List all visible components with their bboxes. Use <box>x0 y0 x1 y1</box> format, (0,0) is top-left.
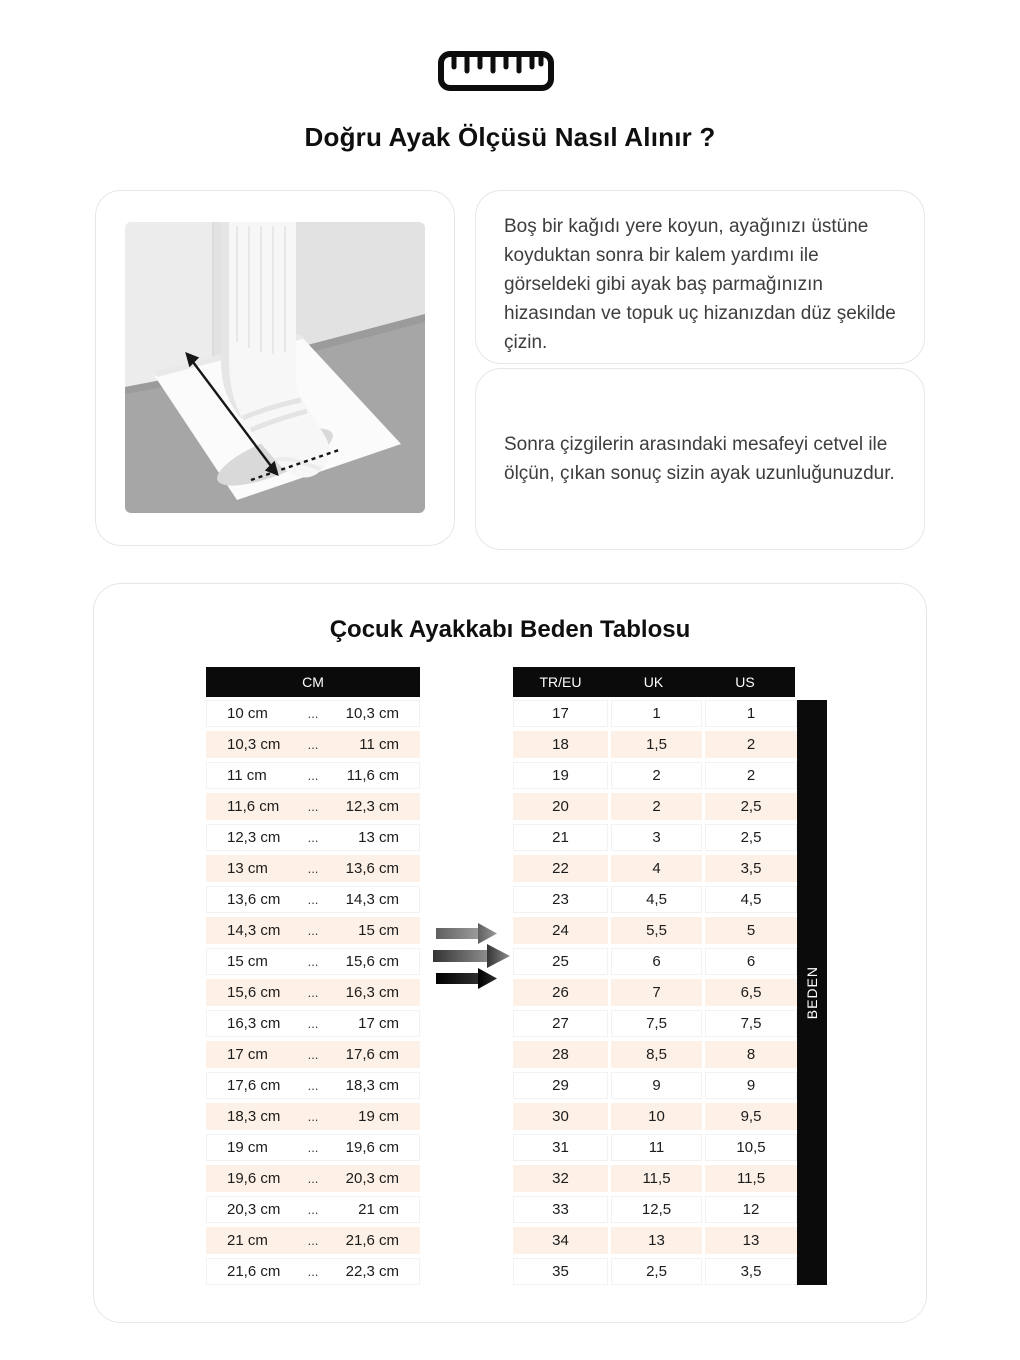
size-cell-tr-eu: 33 <box>513 1196 608 1223</box>
ruler-icon <box>437 50 555 92</box>
size-cell-tr-eu: 19 <box>513 762 608 789</box>
size-cell-tr-eu: 28 <box>513 1041 608 1068</box>
range-dots: ... <box>307 923 319 938</box>
cm-range-from: 15,6 cm <box>227 984 281 1001</box>
size-cell-us: 2,5 <box>705 824 797 851</box>
size-cell-us: 2,5 <box>705 793 797 820</box>
size-cell-uk: 1,5 <box>611 731 702 758</box>
cm-table-row <box>206 1072 420 1099</box>
cm-range-from: 18,3 cm <box>227 1108 281 1125</box>
size-table-body <box>513 700 795 1289</box>
size-cell-tr-eu: 24 <box>513 917 608 944</box>
size-table-row <box>513 1072 795 1099</box>
range-dots: ... <box>307 954 319 969</box>
cm-table-row <box>206 1196 420 1223</box>
instruction-step-1-text: Boş bir kağıdı yere koyun, ayağınızı üstüne koyduktan sonra bir kalem yardımı ile görseldeki gibi ayak baş parmağınızın hizasından ve topuk uç hizanızdan düz şekilde çizin. <box>504 216 896 353</box>
size-cell-tr-eu: 31 <box>513 1134 608 1161</box>
cm-table-header <box>206 667 420 697</box>
size-cell-us: 2 <box>705 762 797 789</box>
page-title: Doğru Ayak Ölçüsü Nasıl Alınır ? <box>304 122 716 152</box>
cm-range-to: 15 cm <box>358 922 399 939</box>
size-cell-uk: 2 <box>611 793 702 820</box>
cm-table-row <box>206 917 420 944</box>
size-table-row <box>513 1227 795 1254</box>
size-table-header <box>513 667 795 697</box>
cm-range-from: 15 cm <box>227 953 268 970</box>
cm-table-row <box>206 1165 420 1192</box>
size-cell-uk: 6 <box>611 948 702 975</box>
cm-header-label: CM <box>302 674 324 690</box>
range-dots: ... <box>307 830 319 845</box>
cm-table-row <box>206 979 420 1006</box>
cm-range-from: 13,6 cm <box>227 891 281 908</box>
size-cell-us: 3,5 <box>705 855 797 882</box>
range-dots: ... <box>307 1047 319 1062</box>
size-table-row <box>513 1041 795 1068</box>
cm-table-row <box>206 1103 420 1130</box>
cm-range-from: 21 cm <box>227 1232 268 1249</box>
size-cell-uk: 9 <box>611 1072 702 1099</box>
cm-range-to: 18,3 cm <box>345 1077 399 1094</box>
size-cell-uk: 13 <box>611 1227 702 1254</box>
cm-range-from: 16,3 cm <box>227 1015 281 1032</box>
cm-range-from: 10,3 cm <box>227 736 281 753</box>
cm-range-to: 21,6 cm <box>345 1232 399 1249</box>
size-cell-tr-eu: 34 <box>513 1227 608 1254</box>
cm-table-row <box>206 886 420 913</box>
size-table-row <box>513 917 795 944</box>
size-cell-tr-eu: 20 <box>513 793 608 820</box>
size-table-row <box>513 762 795 789</box>
cm-table-row <box>206 1258 420 1285</box>
range-dots: ... <box>307 1171 319 1186</box>
size-header-tr-eu: TR/EU <box>539 674 582 690</box>
size-cell-us: 9 <box>705 1072 797 1099</box>
cm-table-row <box>206 731 420 758</box>
cm-range-to: 22,3 cm <box>345 1263 399 1280</box>
size-table-row <box>513 979 795 1006</box>
range-dots: ... <box>307 985 319 1000</box>
instruction-step-1 <box>475 190 925 364</box>
size-table-row <box>513 824 795 851</box>
size-cell-us: 9,5 <box>705 1103 797 1130</box>
cm-table-row <box>206 824 420 851</box>
size-cell-uk: 2 <box>611 762 702 789</box>
cm-range-from: 14,3 cm <box>227 922 281 939</box>
cm-range-to: 11 cm <box>359 736 399 753</box>
size-cell-us: 2 <box>705 731 797 758</box>
size-cell-us: 1 <box>705 700 797 727</box>
range-dots: ... <box>307 768 319 783</box>
cm-table-row <box>206 700 420 727</box>
range-dots: ... <box>307 1264 319 1279</box>
size-cell-us: 11,5 <box>705 1165 797 1192</box>
size-cell-tr-eu: 18 <box>513 731 608 758</box>
cm-range-from: 11,6 cm <box>227 798 280 815</box>
range-dots: ... <box>307 1078 319 1093</box>
size-table-row <box>513 948 795 975</box>
cm-range-from: 12,3 cm <box>227 829 281 846</box>
size-cell-us: 12 <box>705 1196 797 1223</box>
cm-range-from: 13 cm <box>227 860 268 877</box>
size-table-row <box>513 1196 795 1223</box>
cm-range-from: 19 cm <box>227 1139 268 1156</box>
range-dots: ... <box>307 1140 319 1155</box>
size-cell-uk: 2,5 <box>611 1258 702 1285</box>
size-cell-tr-eu: 21 <box>513 824 608 851</box>
size-cell-tr-eu: 17 <box>513 700 608 727</box>
size-cell-uk: 4 <box>611 855 702 882</box>
size-cell-us: 13 <box>705 1227 797 1254</box>
cm-range-to: 13 cm <box>358 829 399 846</box>
size-table-row <box>513 1134 795 1161</box>
cm-range-to: 17,6 cm <box>345 1046 399 1063</box>
size-table-row <box>513 731 795 758</box>
size-table-row <box>513 1010 795 1037</box>
size-cell-us: 8 <box>705 1041 797 1068</box>
size-chart-title: Çocuk Ayakkabı Beden Tablosu <box>329 616 691 643</box>
size-cell-tr-eu: 22 <box>513 855 608 882</box>
size-cell-tr-eu: 23 <box>513 886 608 913</box>
size-cell-us: 6 <box>705 948 797 975</box>
size-cell-uk: 12,5 <box>611 1196 702 1223</box>
cm-range-to: 10,3 cm <box>345 705 399 722</box>
range-dots: ... <box>307 706 319 721</box>
size-cell-uk: 8,5 <box>611 1041 702 1068</box>
cm-range-from: 20,3 cm <box>227 1201 281 1218</box>
size-cell-us: 10,5 <box>705 1134 797 1161</box>
range-dots: ... <box>307 799 319 814</box>
size-header-uk: UK <box>643 674 664 690</box>
size-table-row <box>513 700 795 727</box>
cm-range-from: 10 cm <box>227 705 268 722</box>
size-cell-us: 5 <box>705 917 797 944</box>
size-cell-uk: 3 <box>611 824 702 851</box>
size-cell-uk: 11,5 <box>611 1165 702 1192</box>
instruction-step-2 <box>475 368 925 550</box>
range-dots: ... <box>307 892 319 907</box>
range-dots: ... <box>307 1233 319 1248</box>
cm-table-row <box>206 1041 420 1068</box>
cm-table-row <box>206 793 420 820</box>
cm-range-from: 19,6 cm <box>227 1170 281 1187</box>
size-cell-tr-eu: 25 <box>513 948 608 975</box>
cm-range-to: 17 cm <box>358 1015 399 1032</box>
beden-side-bar <box>797 700 827 1285</box>
cm-range-to: 14,3 cm <box>345 891 399 908</box>
size-table-row <box>513 1103 795 1130</box>
cm-range-to: 21 cm <box>358 1201 399 1218</box>
cm-table-row <box>206 948 420 975</box>
range-dots: ... <box>307 1109 319 1124</box>
range-dots: ... <box>307 737 319 752</box>
size-table-row <box>513 1165 795 1192</box>
range-dots: ... <box>307 1202 319 1217</box>
size-cell-tr-eu: 35 <box>513 1258 608 1285</box>
cm-table-row <box>206 855 420 882</box>
cm-range-to: 11,6 cm <box>346 767 399 784</box>
cm-range-to: 13,6 cm <box>345 860 399 877</box>
cm-range-to: 20,3 cm <box>345 1170 399 1187</box>
size-header-us: US <box>735 674 755 690</box>
size-cell-us: 7,5 <box>705 1010 797 1037</box>
instruction-step-2-text: Sonra çizgilerin arasındaki mesafeyi cetvel ile ölçün, çıkan sonuç sizin ayak uzunluğunuzdur. <box>504 434 895 484</box>
size-cell-uk: 1 <box>611 700 702 727</box>
size-table-row <box>513 855 795 882</box>
cm-range-from: 17 cm <box>227 1046 268 1063</box>
size-cell-us: 6,5 <box>705 979 797 1006</box>
size-table-row <box>513 793 795 820</box>
table-link-arrows-icon <box>433 918 517 994</box>
size-cell-tr-eu: 29 <box>513 1072 608 1099</box>
size-table-row <box>513 886 795 913</box>
range-dots: ... <box>307 1016 319 1031</box>
foot-measurement-photo <box>125 222 425 513</box>
cm-range-from: 11 cm <box>227 767 267 784</box>
size-cell-tr-eu: 27 <box>513 1010 608 1037</box>
size-cell-uk: 4,5 <box>611 886 702 913</box>
cm-range-to: 12,3 cm <box>345 798 399 815</box>
size-cell-tr-eu: 32 <box>513 1165 608 1192</box>
size-cell-tr-eu: 26 <box>513 979 608 1006</box>
cm-range-to: 19,6 cm <box>345 1139 399 1156</box>
size-cell-uk: 7,5 <box>611 1010 702 1037</box>
cm-range-to: 19 cm <box>358 1108 399 1125</box>
cm-range-from: 17,6 cm <box>227 1077 281 1094</box>
size-cell-tr-eu: 30 <box>513 1103 608 1130</box>
size-cell-uk: 10 <box>611 1103 702 1130</box>
beden-side-label: BEDEN <box>804 965 820 1020</box>
cm-table-body <box>206 700 420 1289</box>
cm-range-to: 15,6 cm <box>345 953 399 970</box>
size-cell-us: 4,5 <box>705 886 797 913</box>
size-cell-uk: 11 <box>611 1134 702 1161</box>
range-dots: ... <box>307 861 319 876</box>
cm-table-row <box>206 762 420 789</box>
size-table-row <box>513 1258 795 1285</box>
cm-range-from: 21,6 cm <box>227 1263 281 1280</box>
cm-range-to: 16,3 cm <box>345 984 399 1001</box>
cm-table-row <box>206 1134 420 1161</box>
size-cell-uk: 5,5 <box>611 917 702 944</box>
cm-table-row <box>206 1010 420 1037</box>
cm-table-row <box>206 1227 420 1254</box>
size-cell-us: 3,5 <box>705 1258 797 1285</box>
size-cell-uk: 7 <box>611 979 702 1006</box>
